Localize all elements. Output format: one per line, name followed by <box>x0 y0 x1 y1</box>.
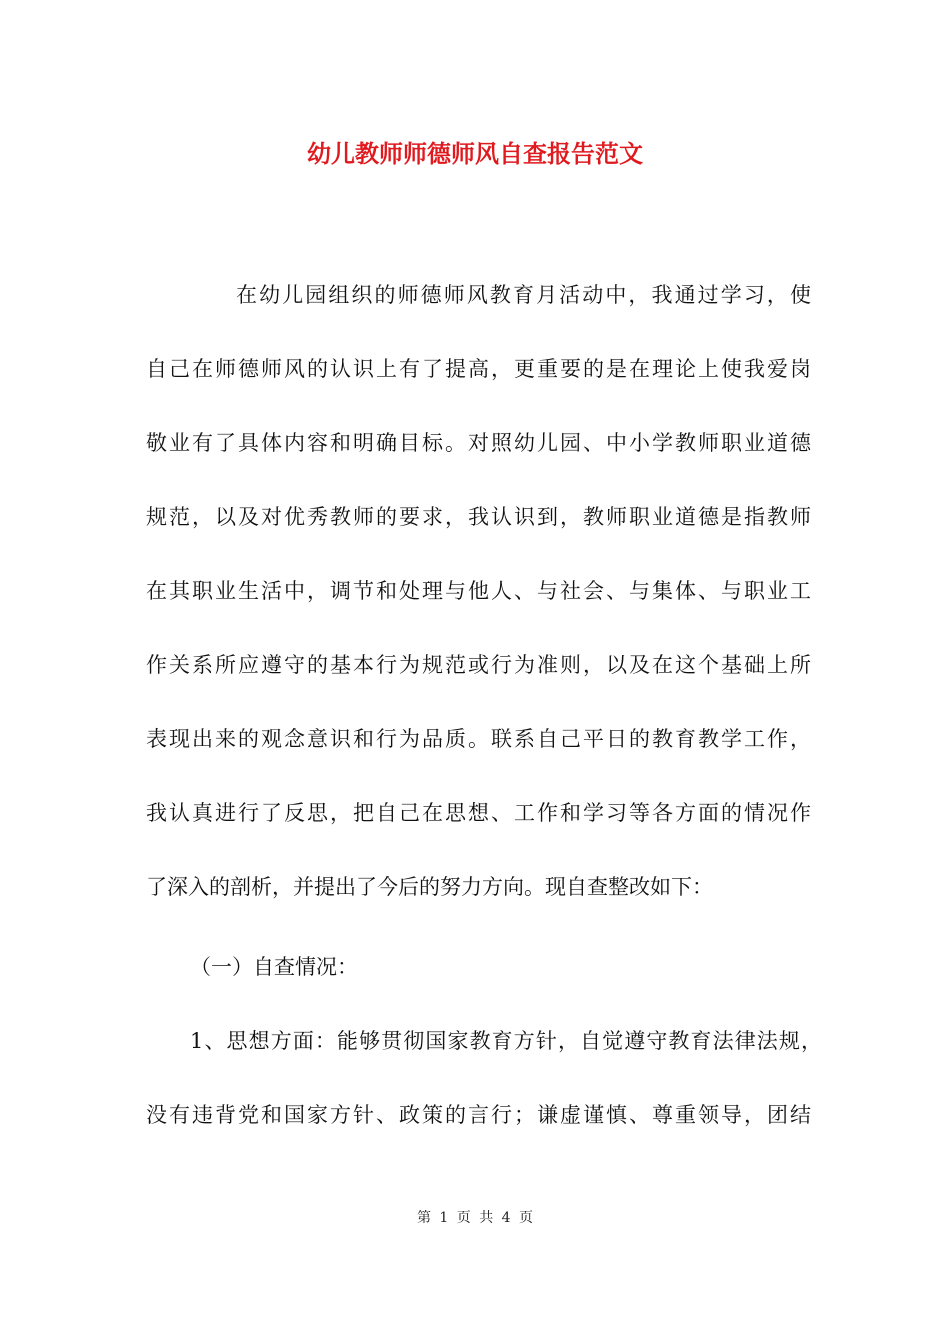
paragraph-line: 了深入的剖析，并提出了今后的努力方向。现自查整改如下： <box>146 875 713 899</box>
paragraph-line: 自己在师德师风的认识上有了提高，更重要的是在理论上使我爱岗 <box>146 357 811 381</box>
paragraph-line: 1、思想方面：能够贯彻国家教育方针，自觉遵守教育法律法规， <box>190 1029 822 1053</box>
paragraph-line: 我认真进行了反思，把自己在思想、工作和学习等各方面的情况作 <box>146 801 811 825</box>
paragraph-line: 规范，以及对优秀教师的要求，我认识到，教师职业道德是指教师 <box>146 505 811 529</box>
paragraph-line: 没有违背党和国家方针、政策的言行；谦虚谨慎、尊重领导，团结 <box>146 1103 811 1127</box>
page-footer: 第 1 页 共 4 页 <box>416 1210 534 1226</box>
paragraph-line: 在幼儿园组织的师德师风教育月活动中，我通过学习，使 <box>236 283 811 307</box>
paragraph-line: 在其职业生活中，调节和处理与他人、与社会、与集体、与职业工 <box>146 579 811 603</box>
paragraph-line: 表现出来的观念意识和行为品质。联系自己平日的教育教学工作， <box>146 727 811 751</box>
paragraph-line: 作关系所应遵守的基本行为规范或行为准则，以及在这个基础上所 <box>146 653 811 677</box>
document-title: 幼儿教师师德师风自查报告范文 <box>307 139 643 168</box>
paragraph-line: 敬业有了具体内容和明确目标。对照幼儿园、中小学教师职业道德 <box>146 431 811 455</box>
section-heading: （一）自查情况： <box>190 955 358 979</box>
